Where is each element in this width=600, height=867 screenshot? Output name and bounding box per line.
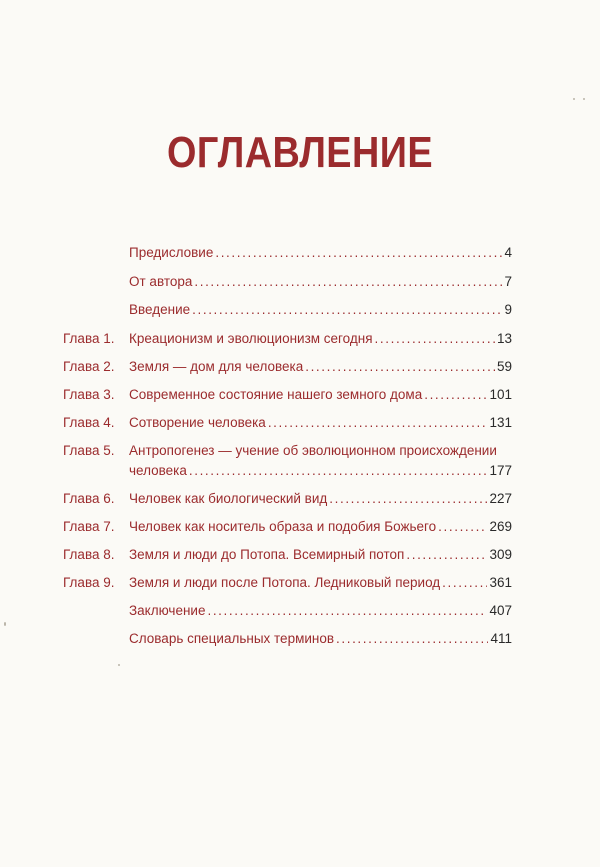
toc-chapter-number: Глава 3. — [63, 387, 115, 402]
toc-page-number: 101 — [489, 387, 512, 402]
paper-speck — [583, 98, 585, 100]
toc-entry-title: Словарь специальных терминов — [129, 631, 335, 646]
toc-entry-title: Земля и люди до Потопа. Всемирный потоп — [129, 547, 405, 562]
paper-speck — [573, 98, 575, 100]
dot-leader — [442, 574, 487, 591]
dot-leader — [189, 462, 488, 479]
toc-page-number: 361 — [489, 575, 512, 590]
toc-chapter-number: Глава 8. — [63, 547, 115, 562]
toc-entry-title: Сотворение человека — [129, 415, 266, 430]
toc-entry-title-line1: Антропогенез — учение об эволюционном происхождении — [129, 443, 497, 458]
dot-leader — [329, 490, 487, 507]
toc-entry-title: человека — [129, 463, 187, 478]
paper-speck — [118, 664, 120, 666]
dot-leader — [215, 244, 502, 261]
toc-page-number: 7 — [504, 274, 512, 289]
toc-page-number: 269 — [489, 519, 512, 534]
dot-leader — [375, 330, 495, 347]
toc-entry-title: От автора — [129, 274, 193, 289]
toc-page-number: 9 — [504, 302, 512, 317]
toc-page-number: 411 — [490, 631, 512, 646]
toc-entry-title: Человек как биологический вид — [129, 491, 328, 506]
toc-chapter-number: Глава 9. — [63, 575, 115, 590]
toc-entry-title: Земля и люди после Потопа. Ледниковый период — [129, 575, 441, 590]
toc-entry-title: Земля — дом для человека — [129, 359, 304, 374]
toc-page-number: 407 — [489, 603, 512, 618]
toc-chapter-number: Глава 6. — [63, 491, 115, 506]
toc-entry-title: Введение — [129, 302, 191, 317]
dot-leader — [438, 518, 487, 535]
toc-chapter-number: Глава 1. — [63, 331, 115, 346]
toc-page-number: 4 — [504, 245, 512, 260]
toc-entry-title: Заключение — [129, 603, 206, 618]
toc-entry-title: Креационизм и эволюционизм сегодня — [129, 331, 373, 346]
toc-page-number: 309 — [489, 547, 512, 562]
dot-leader — [194, 273, 502, 290]
dot-leader — [305, 358, 495, 375]
toc-page-number: 227 — [489, 491, 512, 506]
toc-page-number: 13 — [496, 331, 512, 346]
dot-leader — [207, 602, 487, 619]
toc-chapter-number: Глава 5. — [63, 443, 115, 458]
toc-chapter-number: Глава 7. — [63, 519, 115, 534]
toc-page-number: 177 — [489, 463, 512, 478]
dot-leader — [406, 546, 487, 563]
dot-leader — [268, 414, 488, 431]
dot-leader — [192, 301, 502, 318]
toc-chapter-number: Глава 4. — [63, 415, 115, 430]
toc-entry-title: Современное состояние нашего земного дома — [129, 387, 423, 402]
page-title: ОГЛАВЛЕНИЕ — [166, 128, 434, 177]
toc-entry-title: Предисловие — [129, 245, 214, 260]
toc-page-number: 59 — [496, 359, 512, 374]
paper-speck — [4, 622, 6, 626]
dot-leader — [336, 630, 488, 647]
toc-page-number: 131 — [489, 415, 512, 430]
toc-chapter-number: Глава 2. — [63, 359, 115, 374]
dot-leader — [424, 386, 487, 403]
toc-entry-title: Человек как носитель образа и подобия Божьего — [129, 519, 437, 534]
